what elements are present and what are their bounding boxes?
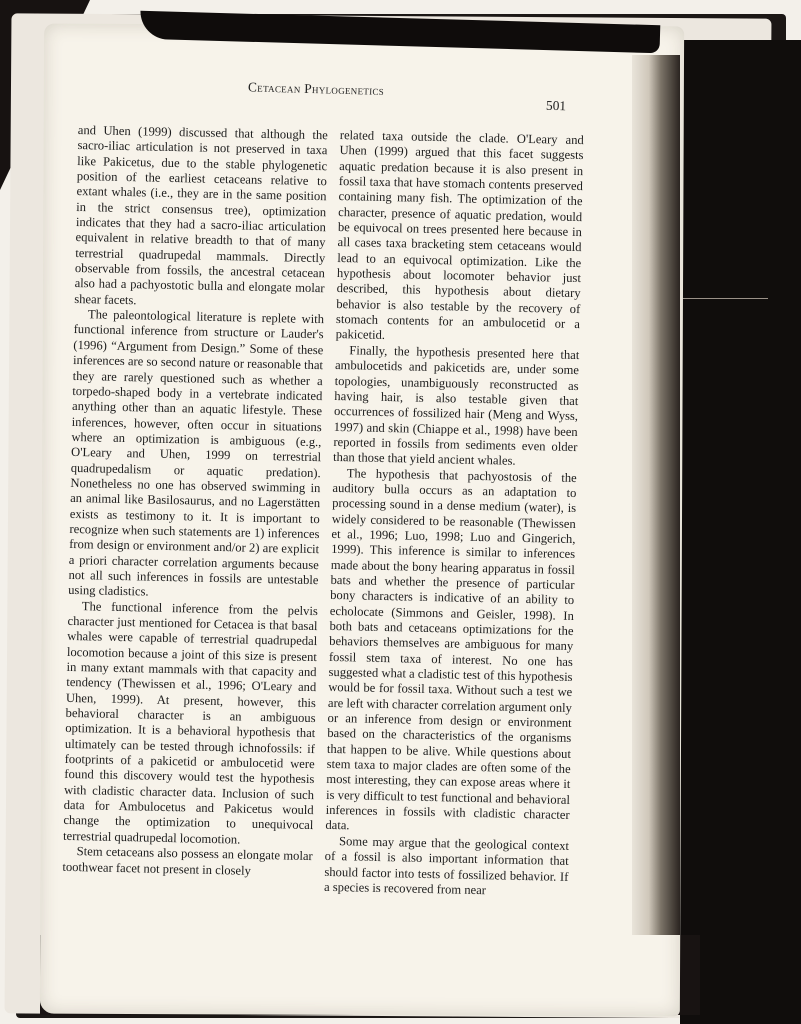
- background-black-right: [680, 40, 801, 1024]
- paragraph: Stem cetaceans also possess an elongate molar toothwear facet not present in closely: [62, 844, 313, 878]
- paragraph: The functional inference from the pelvis character just mentioned for Cetacea is that basal whales were capable of terrestrial quadrupedal locomotion because a joint of this size is present in many extant mammals with that capacity and tendency (Thewissen et al., 1996; O'Leary and Uhen, 1999). At present, however, this behavioral character is an ambiguous optimization. It is a behavioral hypothesis that ultimately can be tested through ichnofossils: if footprints of a pakicetid or ambulocetid were found this discovery would test the hypothesis with cladistic character data. Inclusion of such data for Ambulocetus and Pakicetus would change the optimization to unequivocal terrestrial quadrupedal locomotion.: [62, 598, 318, 847]
- paragraph: The hypothesis that pachyostosis of the auditory bulla occurs as an adaptation to processing sound in a dense medium (water), is widely considered to be reasonable (Thewissen et al., 1996; Luo, 1998; Luo and Gingerich, 1999). This inference is similar to inferences made about the bony hearing apparatus in fossil bats and whether the presence of particular bony characters is indicative of an ability to echolocate (Simmons and Geisler, 1998). In both bats and cetaceans optimizations for the behaviors themselves are ambiguous for many fossil stem taxa of interest. No one has suggested what a cladistic test of this hypothesis would be for fossil taxa. Without such a test we are left with character correlation argument only or an inference from design or environment based on the characteristics of the organisms that happen to be alive. While questions about stem taxa to major clades are often some of the most interesting, they can expose areas where it is very difficult to test functional and behavioral inferences in fossils with cladistic character data.: [325, 465, 577, 833]
- paragraph: and Uhen (1999) discussed that although the sacro-iliac articulation is not preserved in taxa like Pakicetus, due to the stable phylogenetic position of the earliest cetaceans relative to extant whales (i.e., they are in the same position in the strict consensus tree), optimization indicates that they had a sacro-iliac articulation equivalent in relative breadth to that of many terrestrial quadrupedal mammals. Directly observable from fossils, the ancestral cetacean also had a pachyostotic bulla and elongate molar shear facets.: [74, 123, 328, 308]
- page-gutter-shadow: [632, 55, 680, 935]
- left-column: [62, 123, 328, 880]
- paragraph: related taxa outside the clade. O'Leary and Uhen (1999) argued that this facet suggests aquatic predation because it is also present in fossil taxa that have stomach contents preserved containing many fish. The optimization of the character, presence of aquatic predation, would be equivocal on trees presented here because in all cases taxa bracketing stem cetaceans would lead to an equivocal optimization. Like the hypothesis about locomoter behavior just described, this hypothesis about dietary behavior is also testable by the recovery of stomach contents for an ambulocetid or a pakicetid.: [335, 128, 584, 343]
- paragraph: The paleontological literature is replete with functional inference from structure or Lauder's (1996) “Argument from Design.” Some of these inferences are so second nature or reasonable that they are rarely questioned such as whether a torpedo-shaped body in a vertebrate indicated anything other than an aquatic lifestyle. These inferences, however, often occur in situations where an optimization is ambiguous (e.g., O'Leary and Uhen, 1999 on terrestrial quadrupedalism or aquatic predation). Nonetheless no one has observed swimming in an animal like Basilosaurus, and no Lagerstätten exists as testimony to it. It is important to recognize when such statements are 1) inferences from design or environment and/or 2) are explicit a priori character correlation arguments because not all such inferences in fossils are untestable using cladistics.: [68, 307, 325, 599]
- stray-rule-line: [676, 298, 768, 299]
- paragraph: Some may argue that the geological context of a fossil is also important information that should factor into tests of fossilized behavior. If a species is recovered from near: [323, 833, 570, 898]
- page-number: 501: [545, 97, 567, 114]
- paragraph: Finally, the hypothesis presented here that ambulocetids and pakicetids are, under some topologies, unambiguously reconstructed as having hair, is also testable given that occurrences of fossilized hair (Meng and Wyss, 1997) and skin (Chiappe et al., 1998) have been reported in fossils from sediments even older than those that yield ancient whales.: [332, 343, 580, 468]
- right-column: [324, 128, 584, 900]
- running-head-text: Cetacean Phylogenetics: [247, 79, 385, 98]
